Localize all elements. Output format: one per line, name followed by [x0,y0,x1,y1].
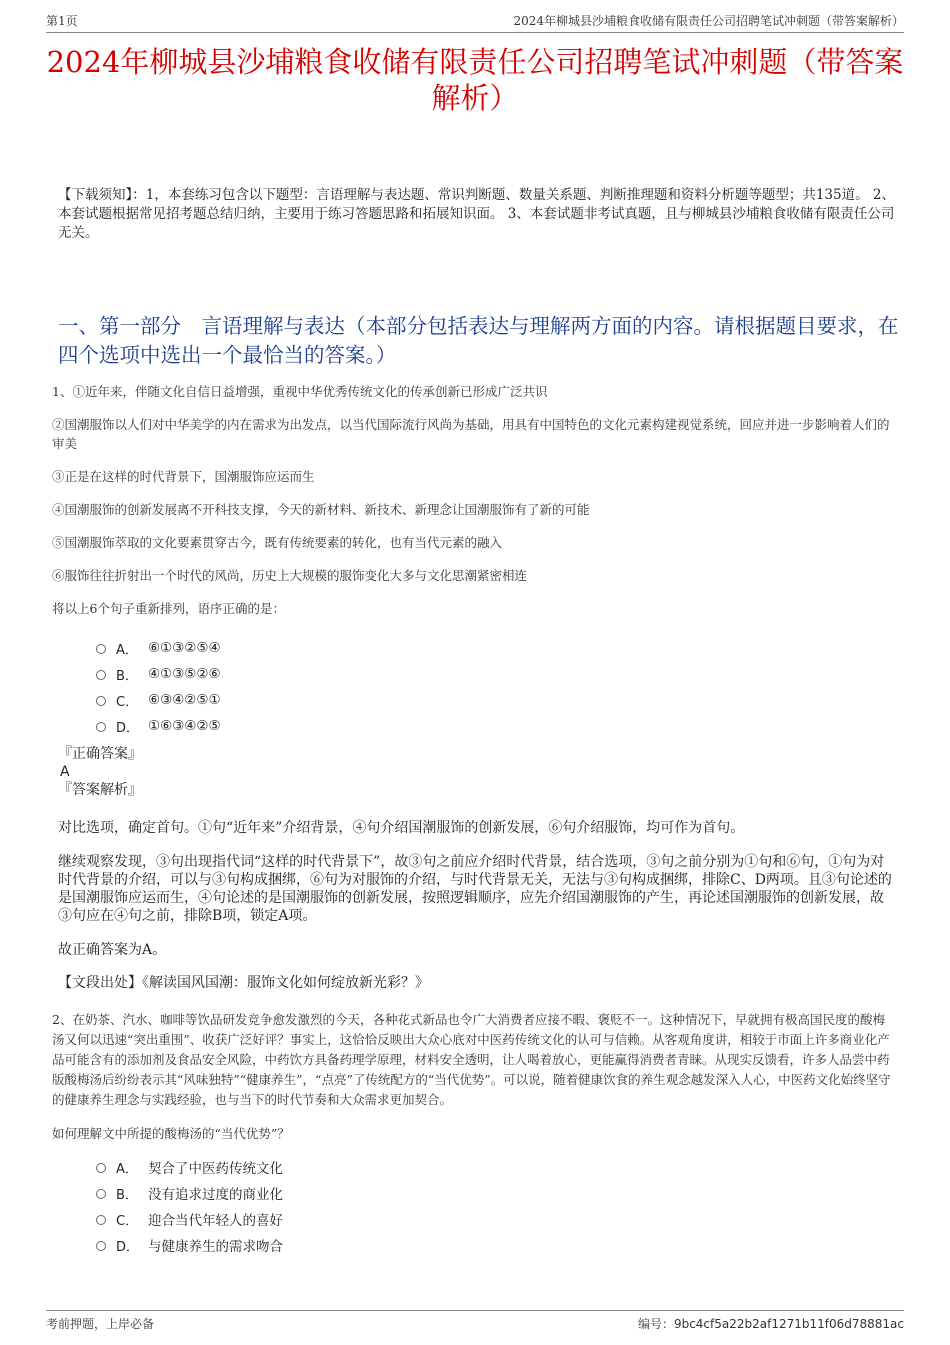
q1-answer-block [58,745,894,799]
q1-line: 1、①近年来，伴随文化自信日益增强，重视中华优秀传统文化的传承创新已形成广泛共识 [52,384,548,399]
header-doc-title: 2024年柳城县沙埔粮食收储有限责任公司招聘笔试冲刺题（带答案解析） [513,14,904,28]
radio-icon[interactable] [96,696,106,706]
q1-option-a[interactable]: A． ⑥①③②⑤④ [96,635,221,661]
q1-line: ④国潮服饰的创新发展离不开科技支撑，今天的新材料、新技术、新理念让国潮服饰有了新的可能 [52,502,590,517]
q1-line: ②国潮服饰以人们对中华美学的内在需求为出发点，以当代国际流行风尚为基础，用具有中国特色的文化元素构建视觉系统，回应并进一步影响着人们的审美 [52,417,890,451]
radio-icon[interactable] [96,644,106,654]
radio-icon[interactable] [96,1241,106,1251]
q1-line: ⑥服饰往往折射出一个时代的风尚，历史上大规模的服饰变化大多与文化思潮紧密相连 [52,568,528,583]
q1-line: ③正是在这样的时代背景下，国潮服饰应运而生 [52,469,315,484]
q1-options [96,635,221,739]
radio-icon[interactable] [96,1215,106,1225]
footer-serial: 编号：9bc4cf5a22b2af1271b11f06d78881ac [637,1317,904,1331]
analysis-paragraph-2: 继续观察发现，③句出现指代词“这样的时代背景下”，故③句之前应介绍时代背景，结合选项，③句之前分别为①句和⑥句，①句为对时代背景的介绍，可以与③句构成捆绑，⑥句为对服饰的介绍，与时代背景无关，无法与③句构成捆绑，排除C、D两项。且③句论述的是国潮服饰应运而生，④句论述的是国潮服饰的创新发展，按照逻辑顺序，应先介绍国潮服饰的产生，再论述国潮服饰的创新发展，故③句应在④句之前，排除B项，锁定A项。 [58,854,892,924]
section-heading: 一、第一部分 言语理解与表达（本部分包括表达与理解两方面的内容。请根据题目要求，在四个选项中选出一个最恰当的答案。） [58,314,899,367]
radio-icon[interactable] [96,722,106,732]
radio-icon[interactable] [96,670,106,680]
q1-prompt: 将以上6个句子重新排列，语序正确的是： [52,601,285,616]
q2-options [96,1154,283,1258]
download-notice: 【下载须知】：1，本套练习包含以下题型：言语理解与表达题、常识判断题、数量关系题、判断推理题和资料分析题等题型；共135道。 2、本套试题根据常见招考题总结归纳，主要用于练习答题思路和拓展知识面。 3、本套试题非考试真题，且与柳城县沙埔粮食收储有限责任公司无关。 [58,187,895,241]
page-footer [46,1310,904,1332]
q1-option-d[interactable]: D． ①⑥③④②⑤ [96,713,221,739]
q2-option-c[interactable]: C． 迎合当代年轻人的喜好 [96,1206,283,1232]
analysis-paragraph-1: 对比选项，确定首句。①句“近年来”介绍背景，④句介绍国潮服饰的创新发展，⑥句介绍服饰，均可作为首句。 [58,820,745,836]
footer-slogan: 考前押题，上岸必备 [46,1317,155,1331]
radio-icon[interactable] [96,1189,106,1199]
q1-option-b[interactable]: B． ④①③⑤②⑥ [96,661,221,687]
q2-question: 如何理解文中所提的酸梅汤的“当代优势”？ [52,1126,290,1141]
question-2 [52,1010,892,1158]
q2-option-d[interactable]: D． 与健康养生的需求吻合 [96,1232,283,1258]
q2-passage: 2、在奶茶、汽水、咖啡等饮品研发竞争愈发激烈的今天，各种花式新品也令广大消费者应接不暇、褒贬不一。这种情况下，早就拥有极高国民度的酸梅汤又何以迅速“突出重围”、收获广泛好评？事实上，这恰恰反映出大众心底对中医药传统文化的认可与信赖。从客观角度讲，相较于市面上许多商业化产品可能含有的添加剂及食品安全风险，中药饮方具备药理学原理，材料安全透明，让人喝着放心，更能赢得消费者青睐。从现实反馈看，许多人品尝中药版酸梅汤后纷纷表示其“风味独特”“健康养生”，“点亮”了传统配方的“当代优势”。可以说，随着健康饮食的养生观念越发深入人心，中医药文化始终坚守的健康养生理念与实践经验，也与当下的时代节奏和大众需求更加契合。 [52,1012,891,1107]
passage-source: 【文段出处】《解读国风国潮：服饰文化如何绽放新光彩？》 [58,975,429,991]
q2-option-b[interactable]: B． 没有追求过度的商业化 [96,1180,283,1206]
q1-option-c[interactable]: C． ⑥③④②⑤① [96,687,221,713]
q2-option-a[interactable]: A． 契合了中医药传统文化 [96,1154,283,1180]
q1-line: ⑤国潮服饰萃取的文化要素贯穿古今，既有传统要素的转化，也有当代元素的融入 [52,535,503,550]
answer-label: 『正确答案』 [58,746,142,762]
analysis-conclusion: 故正确答案为A。 [58,942,167,958]
radio-icon[interactable] [96,1163,106,1173]
document-title: 2024年柳城县沙埔粮食收储有限责任公司招聘笔试冲刺题（带答案解析） [46,45,904,115]
page-header [46,12,904,33]
question-1-stem [52,382,892,632]
answer-value: A [60,764,70,780]
page-number: 第1页 [46,14,78,28]
analysis-label: 『答案解析』 [58,782,142,798]
